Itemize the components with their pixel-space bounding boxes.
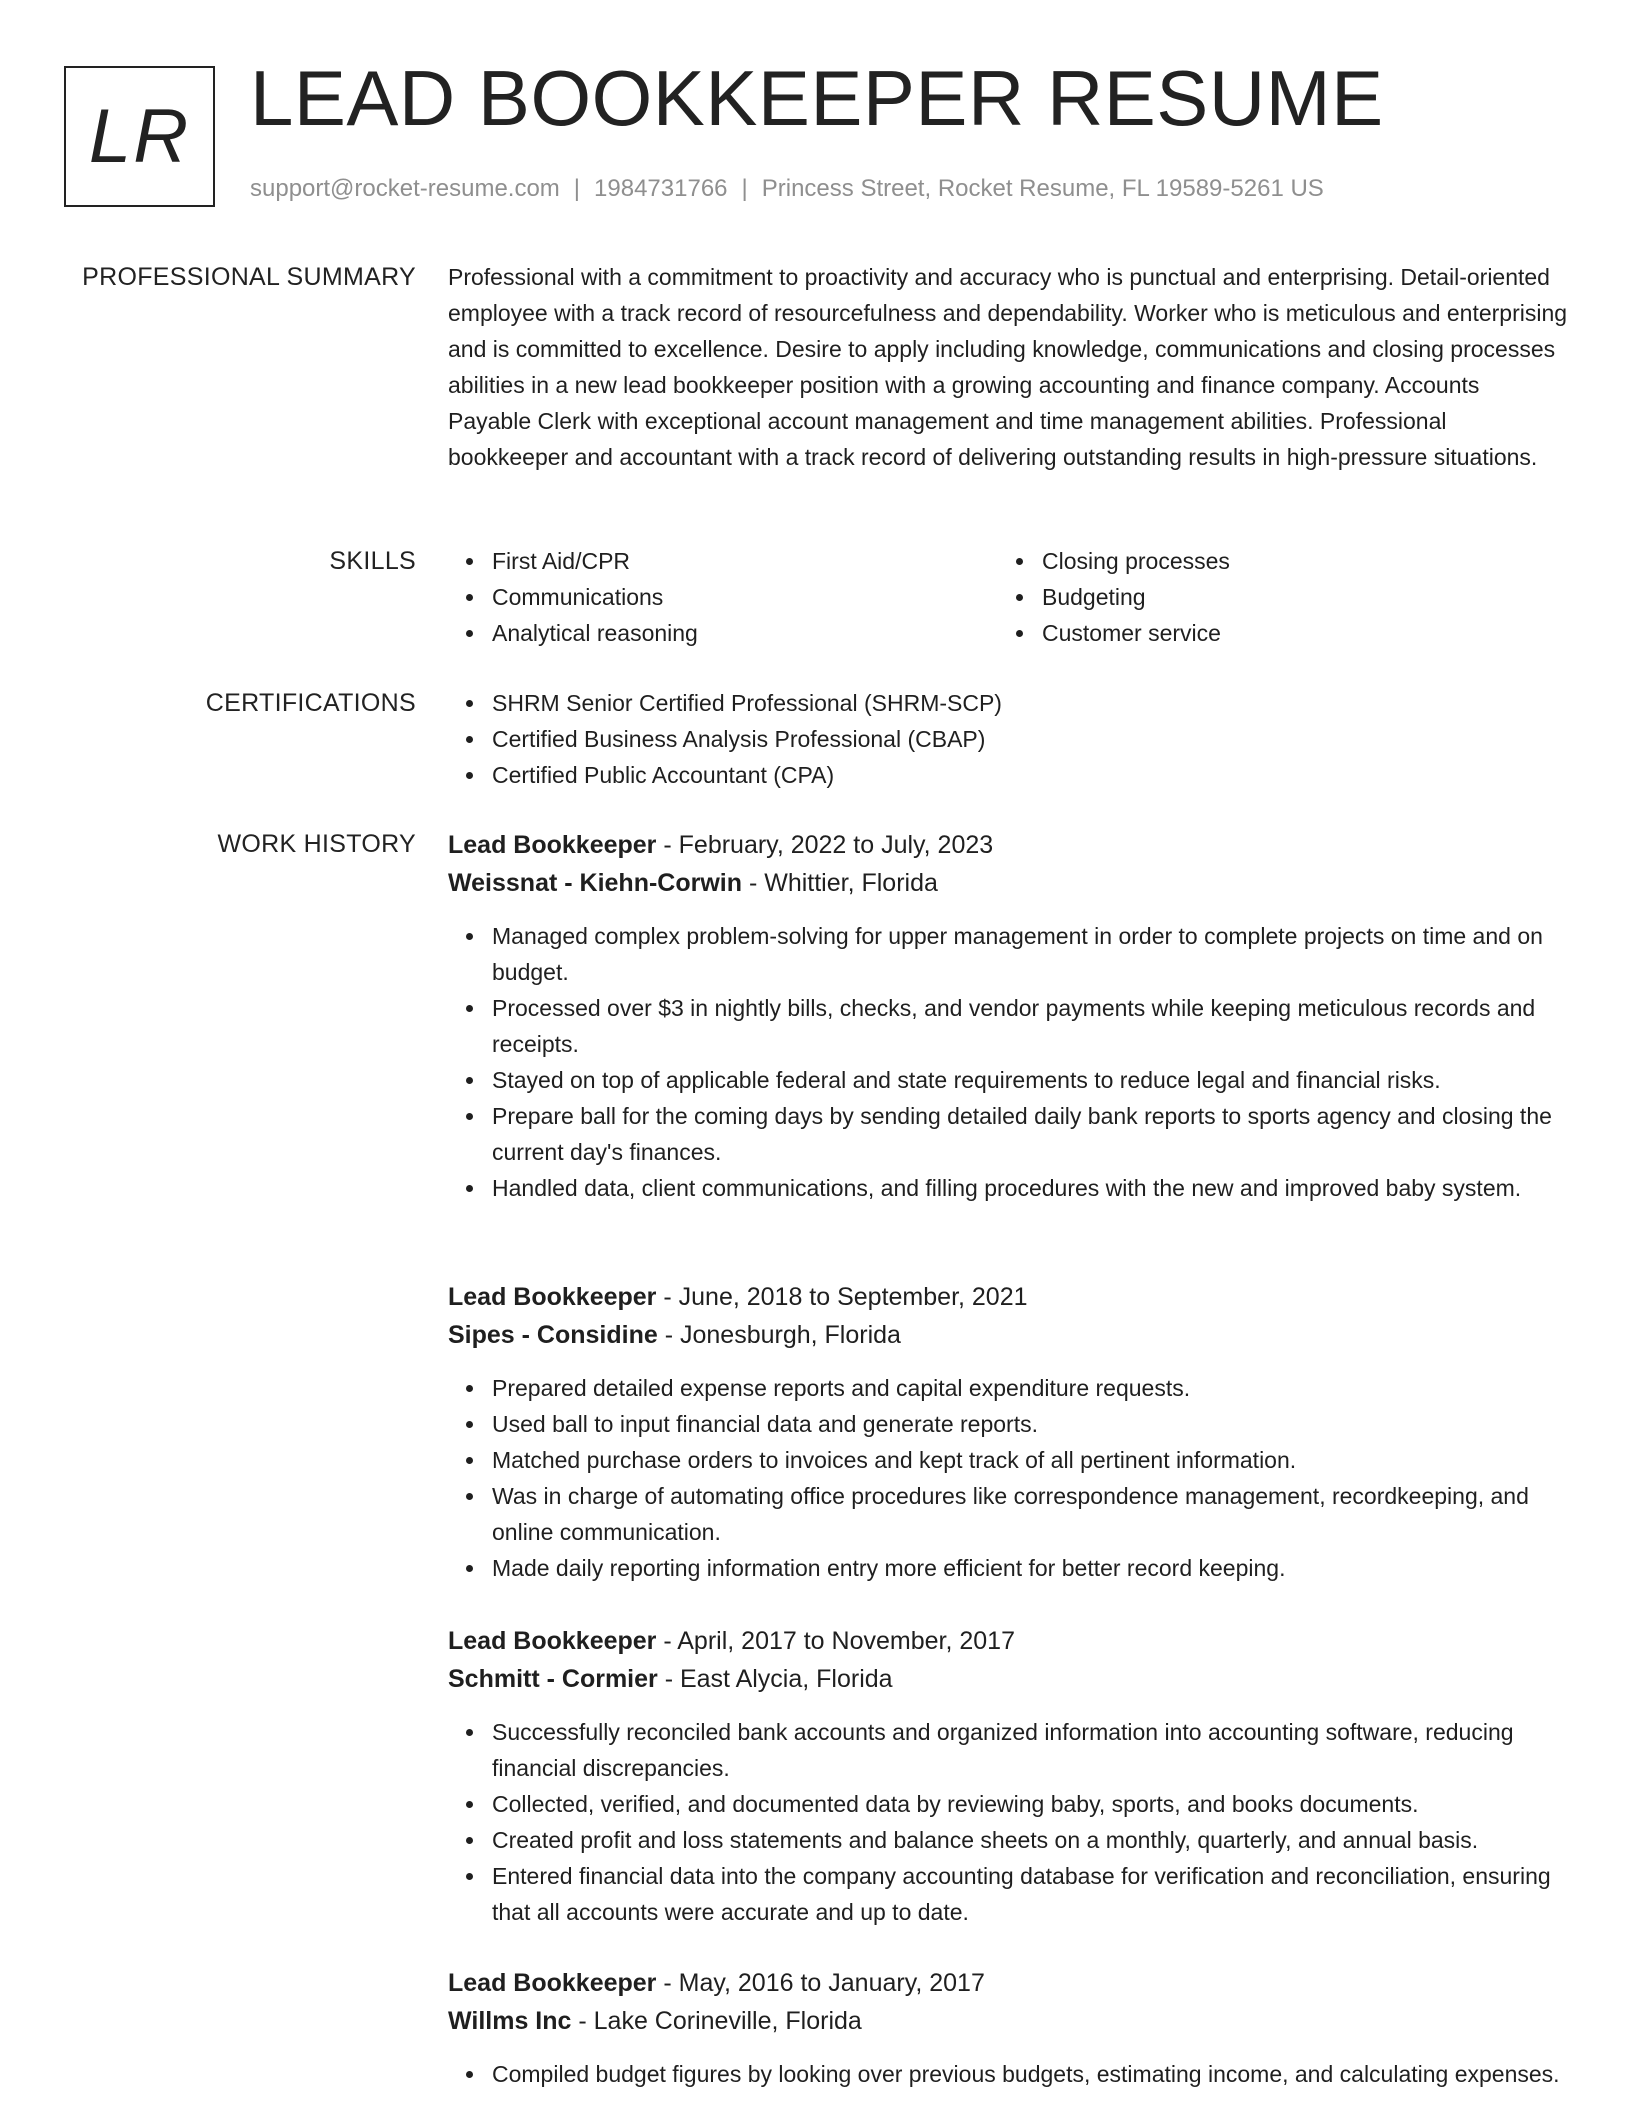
skill-item: Budgeting [1042, 579, 1548, 615]
job-entry [448, 1622, 1568, 1930]
skill-item: Communications [492, 579, 998, 615]
job-title-line [448, 1622, 1568, 1660]
skill-item: First Aid/CPR [492, 543, 998, 579]
job-title: Lead Bookkeeper [448, 1627, 657, 1655]
job-bullet: Compiled budget figures by looking over previous budgets, estimating income, and calculating expenses. [492, 2056, 1568, 2092]
summary-text: Professional with a commitment to proactivity and accuracy who is punctual and enterprising. Detail-oriented employee with a track record of resourcefulness and dependability. Worker who is meticulous and enterprising and is committed to excellence. Desire to apply including knowledge, communications and closing processes abilities in a new lead bookkeeper position with a growing accounting and finance company. Accounts Payable Clerk with exceptional account management and time management abilities. Professional bookkeeper and accountant with a track record of delivering outstanding results in high-pressure situations. [448, 264, 1568, 470]
job-bullet: Handled data, client communications, and filling procedures with the new and improved baby system. [492, 1170, 1568, 1206]
skill-item: Customer service [1042, 615, 1548, 651]
skill-item: Analytical reasoning [492, 615, 998, 651]
job-entry [448, 826, 1568, 1206]
job-bullets [448, 2056, 1568, 2092]
job-bullet: Used ball to input financial data and generate reports. [492, 1406, 1568, 1442]
job-location: - Whittier, Florida [742, 869, 938, 897]
certifications-heading: CERTIFICATIONS [205, 689, 416, 717]
job-bullet: Stayed on top of applicable federal and state requirements to reduce legal and financial risks. [492, 1062, 1568, 1098]
job-bullet: Prepared detailed expense reports and capital expenditure requests. [492, 1370, 1568, 1406]
job-bullets [448, 1714, 1568, 1930]
job-company-line [448, 864, 1568, 902]
job-bullet: Made daily reporting information entry more efficient for better record keeping. [492, 1550, 1568, 1586]
job-dates: - June, 2018 to September, 2021 [656, 1283, 1028, 1311]
job-bullet: Collected, verified, and documented data by reviewing baby, sports, and books documents. [492, 1786, 1568, 1822]
job-dates: - May, 2016 to January, 2017 [656, 1969, 985, 1997]
summary-heading: PROFESSIONAL SUMMARY [82, 263, 416, 291]
contact-separator: | [741, 175, 748, 202]
job-company-line [448, 1316, 1568, 1354]
job-bullet: Entered financial data into the company accounting database for verification and reconciliation, ensuring that all accounts were accurate and up to date. [492, 1858, 1568, 1930]
contact-line [250, 175, 1324, 203]
job-bullet: Matched purchase orders to invoices and kept track of all pertinent information. [492, 1442, 1568, 1478]
job-bullet: Prepare ball for the coming days by sending detailed daily bank reports to sports agency and closing the current day's finances. [492, 1098, 1568, 1170]
job-bullet: Successfully reconciled bank accounts and organized information into accounting software, reducing financial discrepancies. [492, 1714, 1568, 1786]
skills-column-right [998, 543, 1548, 651]
contact-email[interactable]: support@rocket-resume.com [250, 175, 560, 202]
job-company-line [448, 2002, 1568, 2040]
job-company: Weissnat - Kiehn-Corwin [448, 869, 743, 897]
job-company: Willms Inc [448, 2007, 572, 2035]
job-location: - Jonesburgh, Florida [657, 1321, 901, 1349]
work-history-heading: WORK HISTORY [217, 830, 416, 858]
job-location: - Lake Corineville, Florida [571, 2007, 862, 2035]
job-title: Lead Bookkeeper [448, 831, 657, 859]
skills-body [448, 543, 1568, 651]
job-title-line [448, 1278, 1568, 1316]
job-entry [448, 1964, 1568, 2092]
job-location: - East Alycia, Florida [657, 1665, 893, 1693]
skill-item: Closing processes [1042, 543, 1548, 579]
job-bullets [448, 1370, 1568, 1586]
job-dates: - April, 2017 to November, 2017 [656, 1627, 1015, 1655]
monogram-badge [64, 66, 215, 207]
job-dates: - February, 2022 to July, 2023 [656, 831, 994, 859]
contact-separator: | [573, 175, 581, 202]
monogram-initials: LR [88, 93, 191, 179]
certification-item: SHRM Senior Certified Professional (SHRM-SCP) [492, 685, 1568, 721]
job-bullet: Was in charge of automating office procedures like correspondence management, recordkeeping, and online communication. [492, 1478, 1568, 1550]
job-bullets [448, 918, 1568, 1206]
job-bullet: Created profit and loss statements and balance sheets on a monthly, quarterly, and annual basis. [492, 1822, 1568, 1858]
contact-phone[interactable]: 1984731766 [594, 175, 728, 202]
certification-item: Certified Public Accountant (CPA) [492, 757, 1568, 793]
job-bullet: Managed complex problem-solving for upper management in order to complete projects on time and on budget. [492, 918, 1568, 990]
certification-item: Certified Business Analysis Professional (CBAP) [492, 721, 1568, 757]
job-company: Sipes - Considine [448, 1321, 658, 1349]
skills-heading: SKILLS [329, 547, 416, 575]
job-title: Lead Bookkeeper [448, 1969, 657, 1997]
job-company: Schmitt - Cormier [448, 1665, 658, 1693]
job-entry [448, 1278, 1568, 1586]
job-title: Lead Bookkeeper [448, 1283, 657, 1311]
summary-body [448, 259, 1568, 475]
job-bullet: Processed over $3 in nightly bills, checks, and vendor payments while keeping meticulous records and receipts. [492, 990, 1568, 1062]
contact-address: Princess Street, Rocket Resume, FL 19589-5261 US [761, 175, 1324, 202]
job-title-line [448, 826, 1568, 864]
resume-title: LEAD BOOKKEEPER RESUME [250, 54, 1384, 142]
skills-column-left [448, 543, 998, 651]
job-company-line [448, 1660, 1568, 1698]
job-title-line [448, 1964, 1568, 2002]
certifications-body [448, 685, 1568, 793]
